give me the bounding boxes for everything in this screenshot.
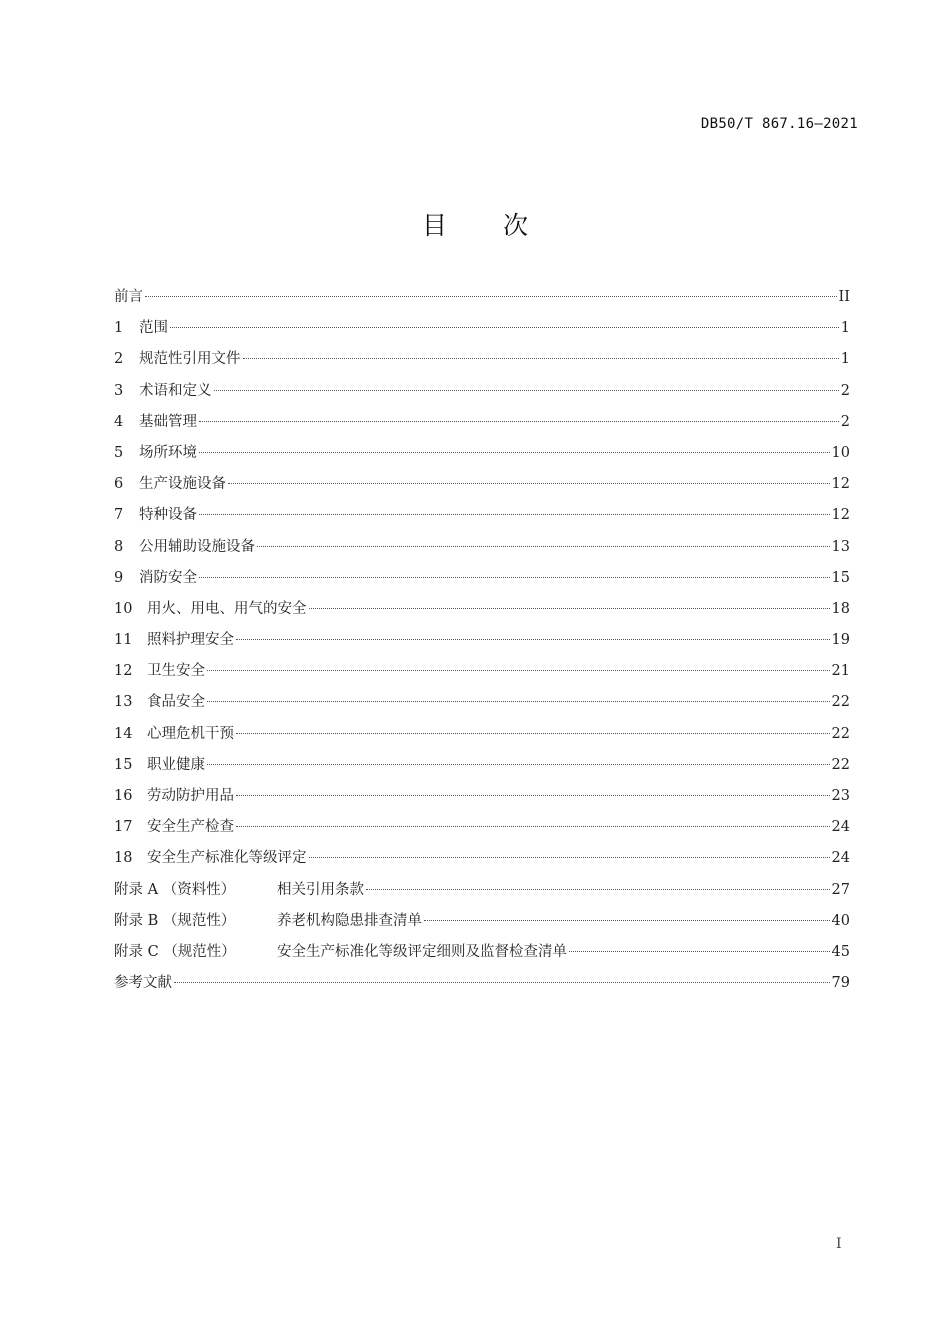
toc-entry-title: 照料护理安全 — [147, 632, 234, 649]
toc-entry-number: 16 — [114, 788, 133, 804]
toc-dot-leader — [257, 546, 830, 547]
toc-entry-title: 职业健康 — [147, 756, 205, 773]
document-code: DB50/T 867.16—2021 — [700, 116, 858, 132]
toc-entry[interactable] — [114, 443, 850, 474]
toc-entry-title: 用火、用电、用气的安全 — [147, 600, 307, 617]
toc-dot-leader — [236, 795, 830, 796]
toc-entry-number: 18 — [114, 850, 133, 867]
toc-dot-leader — [199, 421, 839, 422]
toc-entry-page: 12 — [831, 507, 850, 524]
toc-entry-title: 生产设施设备 — [139, 476, 226, 493]
toc-entry[interactable] — [114, 381, 850, 412]
toc-entry[interactable] — [114, 692, 850, 723]
toc-entry-title: 规范性引用文件 — [139, 351, 241, 368]
toc-entry[interactable] — [114, 724, 850, 755]
toc-dot-leader — [207, 701, 830, 702]
toc-entry-page: 12 — [831, 476, 850, 493]
toc-entry-page: 23 — [831, 788, 850, 804]
toc-dot-leader — [228, 483, 830, 484]
toc-entry[interactable] — [114, 817, 850, 848]
toc-entry-title: 前言 — [114, 289, 143, 305]
toc-entry-page: 22 — [831, 756, 850, 773]
toc-dot-leader — [236, 733, 830, 734]
toc-entry-page: 40 — [831, 912, 850, 929]
toc-title-char: 目 — [421, 211, 447, 240]
toc-title — [0, 206, 950, 242]
toc-dot-leader — [236, 639, 830, 640]
toc-entry[interactable] — [114, 661, 850, 692]
toc-entry-page: 22 — [831, 694, 850, 711]
toc-dot-leader — [207, 764, 830, 765]
toc-dot-leader — [236, 826, 830, 827]
toc-entry-page: 24 — [831, 850, 850, 867]
toc-entry[interactable] — [114, 630, 850, 661]
toc-entry-title: 公用辅助设施设备 — [139, 538, 255, 555]
toc-entry-page: 2 — [840, 413, 850, 430]
toc-dot-leader — [243, 358, 839, 359]
toc-entry-page: 13 — [831, 538, 850, 555]
toc-dot-leader — [207, 670, 830, 671]
toc-entry[interactable] — [114, 942, 850, 973]
toc-entry-title: 基础管理 — [139, 413, 197, 430]
toc-dot-leader — [309, 857, 830, 858]
toc-entry-number: 7 — [114, 507, 124, 524]
toc-entry-page: 22 — [831, 725, 850, 742]
toc-entry-title: 消防安全 — [139, 569, 197, 586]
toc-entry[interactable] — [114, 911, 850, 942]
toc-entry-number: 12 — [114, 663, 133, 680]
toc-entry[interactable] — [114, 349, 850, 380]
toc-entry-page: 15 — [831, 569, 850, 586]
toc-entry-number: 附录 A （资料性） — [114, 881, 236, 898]
toc-dot-leader — [199, 514, 830, 515]
toc-entry[interactable] — [114, 880, 850, 911]
toc-entry-number: 5 — [114, 444, 124, 461]
toc-entry[interactable] — [114, 537, 850, 568]
toc-dot-leader — [309, 608, 830, 609]
toc-dot-leader — [199, 577, 830, 578]
toc-entry-number: 附录 B （规范性） — [114, 912, 236, 929]
toc-entry-title: 场所环境 — [139, 444, 197, 461]
toc-entry-page: 21 — [831, 663, 850, 680]
toc-entry-number: 2 — [114, 351, 124, 368]
toc-entry-number: 10 — [114, 600, 133, 617]
toc-dot-leader — [170, 327, 839, 328]
toc-entry-number: 3 — [114, 382, 124, 399]
toc-entry-title: 安全生产标准化等级评定 — [147, 850, 307, 867]
toc-entry-number: 17 — [114, 819, 133, 836]
toc-entry-title: 相关引用条款 — [277, 881, 364, 898]
toc-entry-title: 安全生产标准化等级评定细则及监督检查清单 — [277, 943, 567, 960]
toc-entry-page: 24 — [831, 819, 850, 836]
toc-entry-page: II — [838, 289, 850, 305]
toc-entry-title: 劳动防护用品 — [147, 788, 234, 804]
toc-entry-title: 范围 — [139, 320, 168, 337]
toc-entry[interactable] — [114, 474, 850, 505]
toc-entry[interactable] — [114, 599, 850, 630]
toc-dot-leader — [174, 982, 830, 983]
toc-entry-number: 8 — [114, 538, 124, 555]
toc-entry-title: 卫生安全 — [147, 663, 205, 680]
toc-entry-page: 18 — [831, 600, 850, 617]
toc-entry-number: 6 — [114, 476, 124, 493]
toc-entry-title: 养老机构隐患排查清单 — [277, 912, 422, 929]
toc-entry-page: 27 — [831, 881, 850, 898]
toc-entry-number: 11 — [114, 632, 133, 649]
toc-dot-leader — [199, 452, 830, 453]
table-of-contents — [114, 287, 850, 1004]
toc-entry-page: 1 — [840, 320, 850, 337]
toc-entry-page: 19 — [831, 632, 850, 649]
toc-entry-number: 15 — [114, 756, 133, 773]
toc-entry-title: 心理危机干预 — [147, 725, 234, 742]
toc-dot-leader — [366, 889, 830, 890]
toc-entry[interactable] — [114, 848, 850, 879]
toc-entry-title: 安全生产检查 — [147, 819, 234, 836]
toc-entry-title: 术语和定义 — [139, 382, 212, 399]
toc-entry[interactable] — [114, 318, 850, 349]
toc-entry-number: 9 — [114, 569, 124, 586]
toc-title-char: 次 — [503, 211, 529, 240]
toc-dot-leader — [214, 390, 839, 391]
toc-entry[interactable] — [114, 973, 850, 1004]
toc-entry-number: 4 — [114, 413, 124, 430]
toc-entry-number: 14 — [114, 725, 133, 742]
toc-entry-page: 10 — [831, 444, 850, 461]
toc-entry-title: 食品安全 — [147, 694, 205, 711]
toc-entry-page: 45 — [831, 943, 850, 960]
toc-entry[interactable] — [114, 412, 850, 443]
toc-entry-number: 附录 C （规范性） — [114, 943, 236, 960]
toc-entry[interactable] — [114, 755, 850, 786]
toc-entry-number: 13 — [114, 694, 133, 711]
toc-dot-leader — [424, 920, 830, 921]
toc-entry[interactable] — [114, 568, 850, 599]
toc-entry-title: 特种设备 — [139, 507, 197, 524]
toc-dot-leader — [145, 296, 837, 297]
toc-entry[interactable] — [114, 287, 850, 318]
toc-entry-page: 2 — [840, 382, 850, 399]
toc-entry[interactable] — [114, 505, 850, 536]
toc-entry-page: 1 — [840, 351, 850, 368]
toc-dot-leader — [569, 951, 830, 952]
toc-entry-page: 79 — [831, 975, 850, 992]
page-number: I — [836, 1236, 842, 1252]
toc-entry[interactable] — [114, 786, 850, 817]
toc-entry-title: 参考文献 — [114, 975, 172, 992]
toc-entry-number: 1 — [114, 320, 124, 337]
